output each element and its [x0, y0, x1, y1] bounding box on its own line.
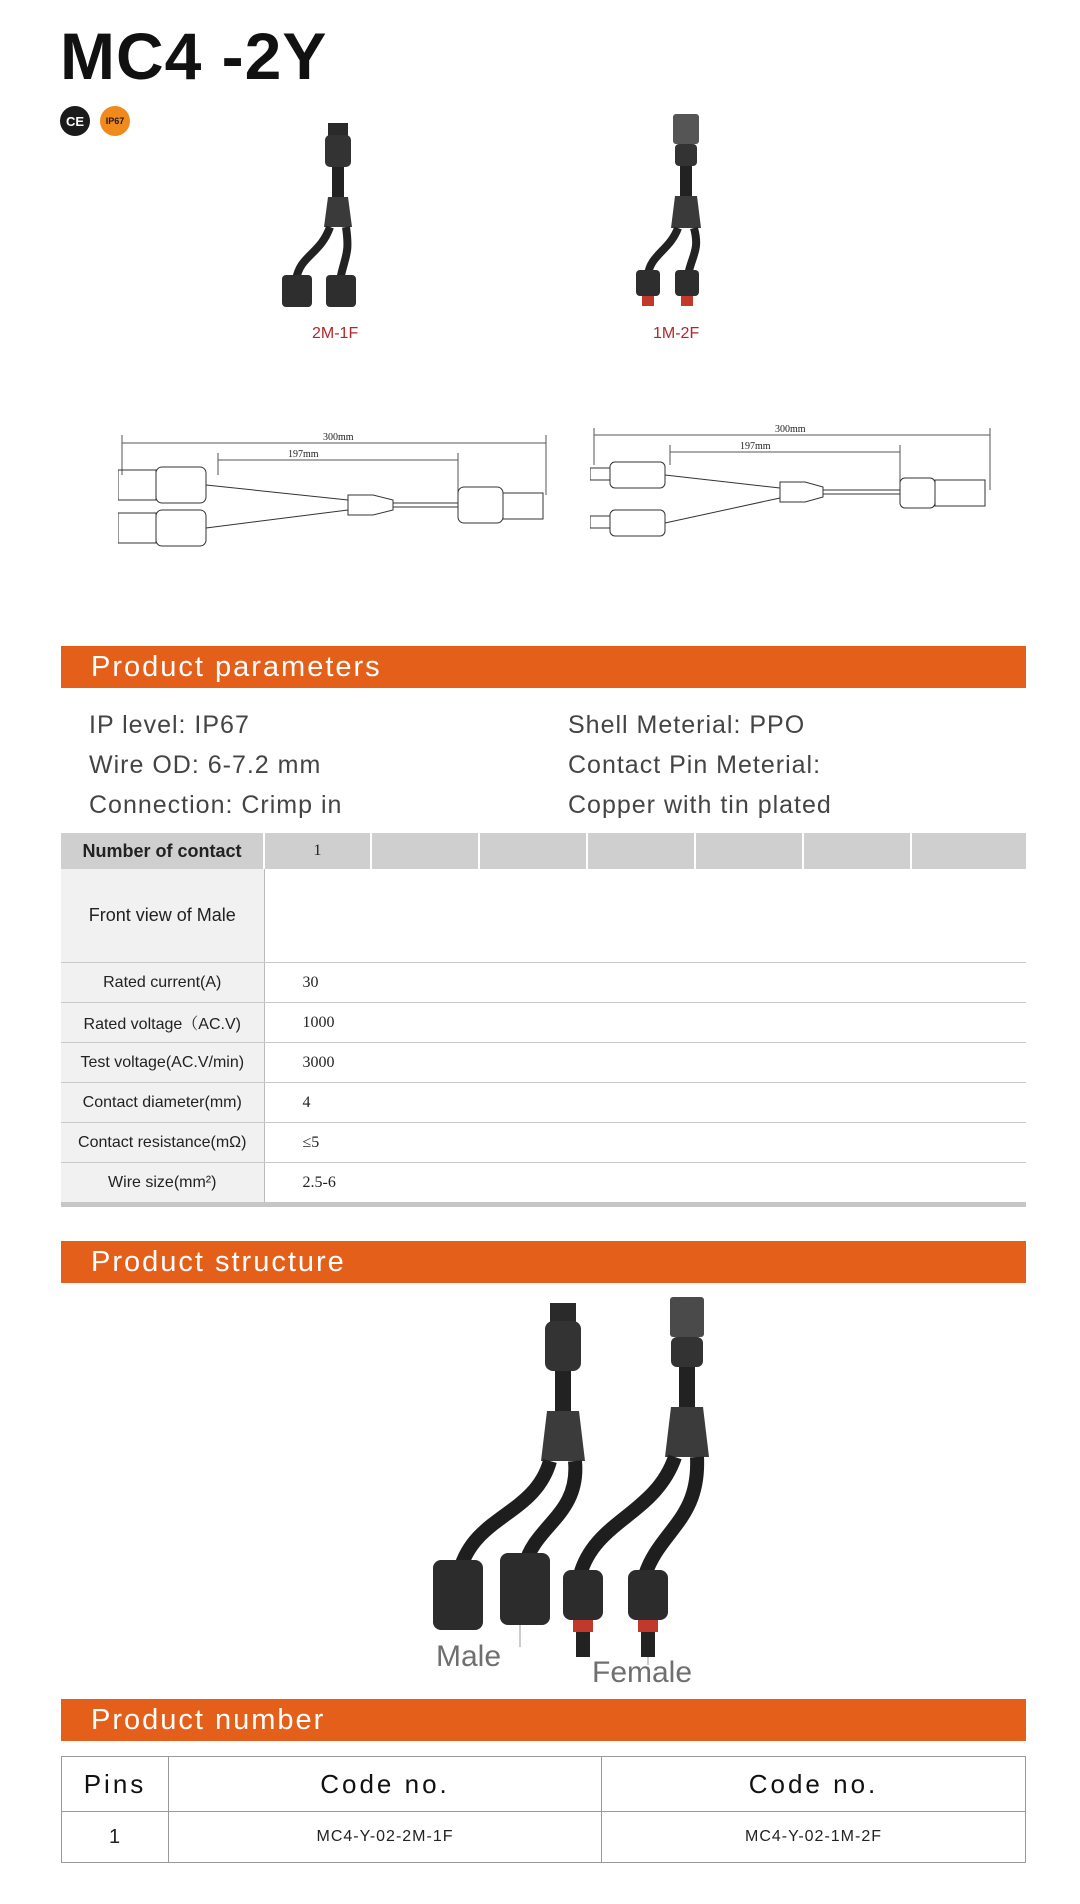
ce-mark-icon: CE [60, 106, 90, 136]
column-header-code: Code no. [602, 1757, 1026, 1812]
spec-row [61, 1083, 1026, 1123]
spec-value: 1000 [264, 1003, 1026, 1043]
column-header-code: Code no. [169, 1757, 602, 1812]
dimension-overall-label: 300mm [323, 432, 354, 443]
spec-value: 3000 [264, 1043, 1026, 1083]
spec-row [61, 1163, 1026, 1205]
section-header-parameters: Product parameters [61, 646, 1026, 688]
code-cell: MC4-Y-02-1M-2F [602, 1812, 1026, 1863]
product-image-1m-2f [620, 110, 750, 310]
spec-label: Rated voltage（AC.V) [61, 1003, 264, 1043]
spec-row [61, 1123, 1026, 1163]
param-contact-pin-material: Contact Pin Meterial: [568, 751, 822, 779]
param-wire-od: Wire OD: 6-7.2 mm [89, 751, 322, 779]
spec-header-value: 1 [264, 833, 371, 869]
spec-label: Wire size(mm²) [61, 1163, 264, 1205]
dimension-branch-label: 197mm [288, 449, 319, 460]
product-number-row [62, 1812, 1026, 1863]
dimension-drawing-2m-1f [118, 425, 558, 560]
spec-label: Front view of Male [61, 869, 264, 963]
param-shell-material: Shell Meterial: PPO [568, 711, 806, 739]
spec-value: ≤5 [264, 1123, 1026, 1163]
ip67-badge-icon: IP67 [100, 106, 130, 136]
dimension-overall-label: 300mm [775, 424, 806, 435]
product-structure-image [375, 1295, 735, 1665]
dimension-branch-label: 197mm [740, 441, 771, 452]
spec-row [61, 1043, 1026, 1083]
product-number-header [62, 1757, 1026, 1812]
spec-row [61, 1003, 1026, 1043]
spec-label: Contact diameter(mm) [61, 1083, 264, 1123]
param-connection: Connection: Crimp in [89, 791, 343, 819]
spec-row [61, 963, 1026, 1003]
product-image-2m-1f [270, 115, 400, 310]
spec-label: Test voltage(AC.V/min) [61, 1043, 264, 1083]
callout-male: Male [436, 1640, 502, 1673]
spec-table-header [61, 833, 1026, 869]
code-cell: MC4-Y-02-2M-1F [169, 1812, 602, 1863]
dimension-drawing-1m-2f [590, 420, 1000, 545]
spec-value: 2.5-6 [264, 1163, 1026, 1205]
param-contact-pin-value: Copper with tin plated [568, 791, 832, 819]
section-header-number: Product number [61, 1699, 1026, 1741]
spec-header-label: Number of contact [61, 833, 264, 869]
spec-label: Rated current(A) [61, 963, 264, 1003]
section-header-structure: Product structure [61, 1241, 1026, 1283]
variant-label-1m-2f: 1M-2F [653, 325, 700, 342]
product-number-table [61, 1756, 1026, 1863]
spec-table [61, 833, 1026, 1207]
param-ip-level: IP level: IP67 [89, 711, 250, 739]
spec-value: 30 [264, 963, 1026, 1003]
column-header-pins: Pins [62, 1757, 169, 1812]
page-title: MC4 -2Y [60, 19, 328, 93]
callout-female: Female [592, 1656, 693, 1689]
spec-row-front-view [61, 869, 1026, 963]
pins-cell: 1 [62, 1812, 169, 1863]
variant-label-2m-1f: 2M-1F [312, 325, 359, 342]
spec-label: Contact resistance(mΩ) [61, 1123, 264, 1163]
spec-value: 4 [264, 1083, 1026, 1123]
